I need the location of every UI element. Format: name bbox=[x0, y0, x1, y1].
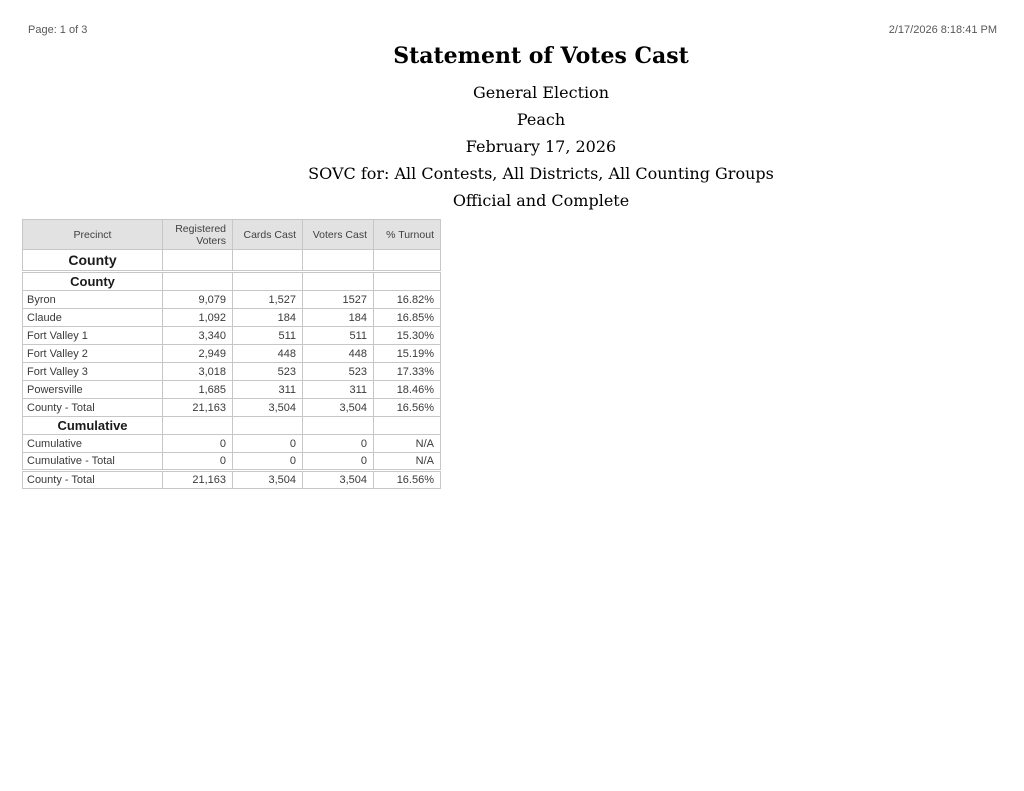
subtitle-election-date: February 17, 2026 bbox=[465, 137, 617, 156]
column-header-voters-cast: Voters Cast bbox=[303, 220, 374, 250]
cards-cast-cell: 1,527 bbox=[233, 291, 303, 309]
precinct-cell: Byron bbox=[23, 291, 163, 309]
turnout-cell: 15.30% bbox=[374, 327, 441, 345]
column-header-registered-voters: Registered Voters bbox=[163, 220, 233, 250]
voters-cast-cell: 0 bbox=[303, 435, 374, 453]
report-heading bbox=[58, 42, 1024, 214]
timestamp-label: 2/17/2026 8:18:41 PM bbox=[888, 24, 997, 36]
cards-cast-cell: 511 bbox=[233, 327, 303, 345]
precinct-cell: Powersville bbox=[23, 381, 163, 399]
voters-cast-cell: 184 bbox=[303, 309, 374, 327]
table-row bbox=[23, 435, 441, 453]
table-row bbox=[23, 291, 441, 309]
turnout-cell: 16.82% bbox=[374, 291, 441, 309]
column-header-precinct: Precinct bbox=[23, 220, 163, 250]
turnout-cell: N/A bbox=[374, 453, 441, 471]
precinct-cell: Fort Valley 3 bbox=[23, 363, 163, 381]
registered-voters-cell: 3,340 bbox=[163, 327, 233, 345]
table-row bbox=[23, 453, 441, 471]
cards-cast-cell: 0 bbox=[233, 453, 303, 471]
section-header-row bbox=[23, 272, 441, 291]
report-title: Statement of Votes Cast bbox=[393, 43, 689, 69]
turnout-cell: N/A bbox=[374, 435, 441, 453]
group-label: County bbox=[23, 250, 163, 272]
table-row bbox=[23, 327, 441, 345]
cards-cast-cell: 523 bbox=[233, 363, 303, 381]
votes-cast-table bbox=[22, 219, 441, 489]
turnout-cell: 18.46% bbox=[374, 381, 441, 399]
voters-cast-cell: 1527 bbox=[303, 291, 374, 309]
voters-cast-cell: 523 bbox=[303, 363, 374, 381]
voters-cast-cell: 3,504 bbox=[303, 399, 374, 417]
cards-cast-cell: 184 bbox=[233, 309, 303, 327]
page-number-label: Page: 1 of 3 bbox=[28, 24, 88, 36]
precinct-cell: Cumulative bbox=[23, 435, 163, 453]
subtitle-sovc-scope: SOVC for: All Contests, All Districts, All Counting Groups bbox=[308, 164, 774, 183]
section-header-row bbox=[23, 417, 441, 435]
subtitle-county-name: Peach bbox=[516, 110, 566, 129]
registered-voters-cell: 3,018 bbox=[163, 363, 233, 381]
turnout-cell: 16.56% bbox=[374, 399, 441, 417]
table-header bbox=[23, 220, 441, 250]
registered-voters-cell: 0 bbox=[163, 435, 233, 453]
registered-voters-cell: 1,685 bbox=[163, 381, 233, 399]
precinct-cell: Cumulative - Total bbox=[23, 453, 163, 471]
voters-cast-cell: 3,504 bbox=[303, 471, 374, 489]
registered-voters-cell: 0 bbox=[163, 453, 233, 471]
precinct-cell: Fort Valley 1 bbox=[23, 327, 163, 345]
cards-cast-cell: 0 bbox=[233, 435, 303, 453]
subtitle-election-name: General Election bbox=[472, 83, 610, 102]
registered-voters-cell: 9,079 bbox=[163, 291, 233, 309]
voters-cast-cell: 0 bbox=[303, 453, 374, 471]
turnout-cell: 16.85% bbox=[374, 309, 441, 327]
header-row bbox=[23, 220, 441, 250]
registered-voters-cell: 21,163 bbox=[163, 399, 233, 417]
table-row-grand-total bbox=[23, 471, 441, 489]
voters-cast-cell: 448 bbox=[303, 345, 374, 363]
precinct-cell: Fort Valley 2 bbox=[23, 345, 163, 363]
precinct-cell: County - Total bbox=[23, 399, 163, 417]
registered-voters-cell: 21,163 bbox=[163, 471, 233, 489]
section-label: Cumulative bbox=[23, 417, 163, 435]
turnout-cell: 15.19% bbox=[374, 345, 441, 363]
voters-cast-cell: 311 bbox=[303, 381, 374, 399]
turnout-cell: 16.56% bbox=[374, 471, 441, 489]
precinct-cell: County - Total bbox=[23, 471, 163, 489]
table-row-county-total bbox=[23, 399, 441, 417]
column-header-turnout: % Turnout bbox=[374, 220, 441, 250]
voters-cast-cell: 511 bbox=[303, 327, 374, 345]
cards-cast-cell: 3,504 bbox=[233, 471, 303, 489]
table-row bbox=[23, 363, 441, 381]
table-row bbox=[23, 309, 441, 327]
group-header-row bbox=[23, 250, 441, 272]
precinct-cell: Claude bbox=[23, 309, 163, 327]
turnout-cell: 17.33% bbox=[374, 363, 441, 381]
registered-voters-cell: 2,949 bbox=[163, 345, 233, 363]
section-label: County bbox=[23, 272, 163, 291]
subtitle-status: Official and Complete bbox=[452, 191, 630, 210]
table-row bbox=[23, 345, 441, 363]
cards-cast-cell: 448 bbox=[233, 345, 303, 363]
cards-cast-cell: 3,504 bbox=[233, 399, 303, 417]
cards-cast-cell: 311 bbox=[233, 381, 303, 399]
table-row bbox=[23, 381, 441, 399]
registered-voters-cell: 1,092 bbox=[163, 309, 233, 327]
column-header-cards-cast: Cards Cast bbox=[233, 220, 303, 250]
